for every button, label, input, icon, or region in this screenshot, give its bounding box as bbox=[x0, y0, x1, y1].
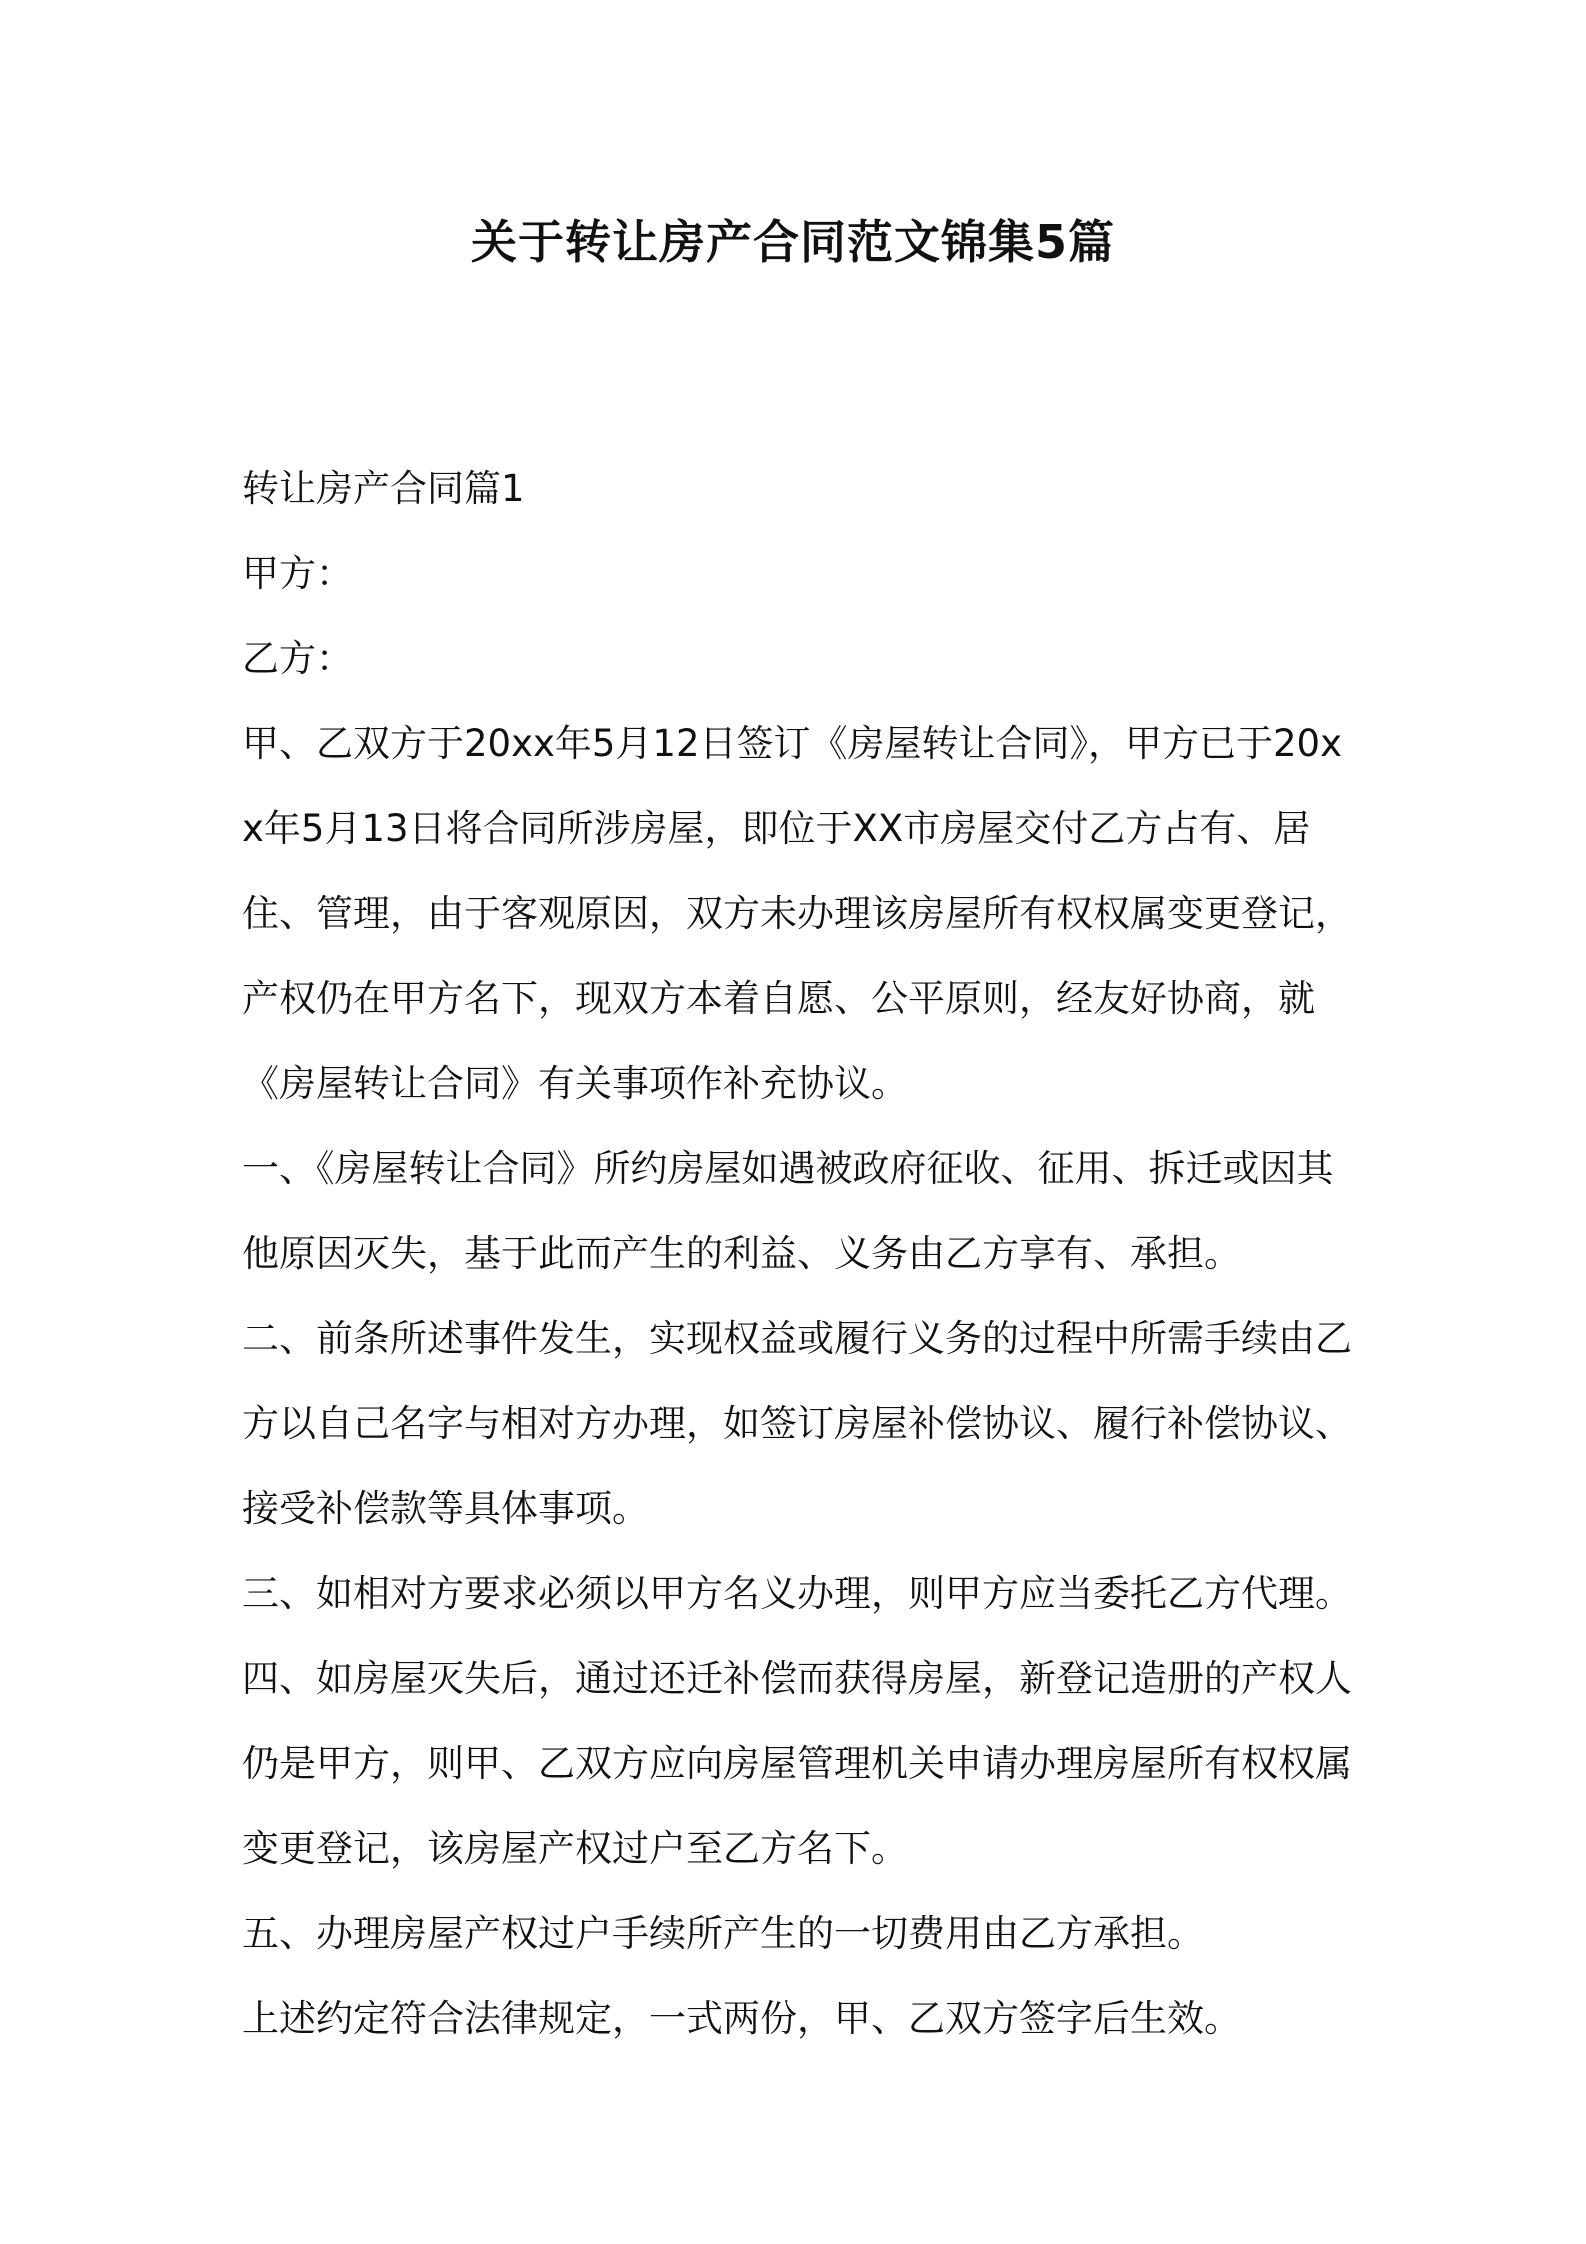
document-title: 关于转让房产合同范文锦集5篇 bbox=[470, 215, 1115, 269]
paragraph-clause-1: 一、《房屋转让合同》所约房屋如遇被政府征收、征用、拆迁或因其他原因灭失，基于此而产生的利益、义务由乙方享有、承担。 bbox=[242, 1147, 1334, 1275]
section-heading: 转让房产合同篇1 bbox=[242, 467, 525, 510]
party-a-line: 甲方： bbox=[242, 552, 353, 595]
paragraph-clause-2: 二、前条所述事件发生，实现权益或履行义务的过程中所需手续由乙方以自己名字与相对方办理，如签订房屋补偿协议、履行补偿协议、接受补偿款等具体事项。 bbox=[242, 1317, 1352, 1530]
paragraph-clause-3: 三、如相对方要求必须以甲方名义办理，则甲方应当委托乙方代理。 bbox=[242, 1572, 1352, 1615]
party-b-line: 乙方： bbox=[242, 637, 353, 680]
paragraph-closing: 上述约定符合法律规定，一式两份，甲、乙双方签字后生效。 bbox=[242, 1997, 1241, 2040]
document-body bbox=[242, 446, 1362, 2061]
paragraph-clause-4: 四、如房屋灭失后，通过还迁补偿而获得房屋，新登记造册的产权人仍是甲方，则甲、乙双方应向房屋管理机关申请办理房屋所有权权属变更登记，该房屋产权过户至乙方名下。 bbox=[242, 1657, 1352, 1870]
paragraph-intro: 甲、乙双方于20xx年5月12日签订《房屋转让合同》，甲方已于20xx年5月13日将合同所涉房屋，即位于XX市房屋交付乙方占有、居住、管理，由于客观原因，双方未办理该房屋所有权权属变更登记，产权仍在甲方名下，现双方本着自愿、公平原则，经友好协商，就《房屋转让合同》有关事项作补充协议。 bbox=[242, 722, 1352, 1105]
paragraph-clause-5: 五、办理房屋产权过户手续所产生的一切费用由乙方承担。 bbox=[242, 1912, 1204, 1955]
